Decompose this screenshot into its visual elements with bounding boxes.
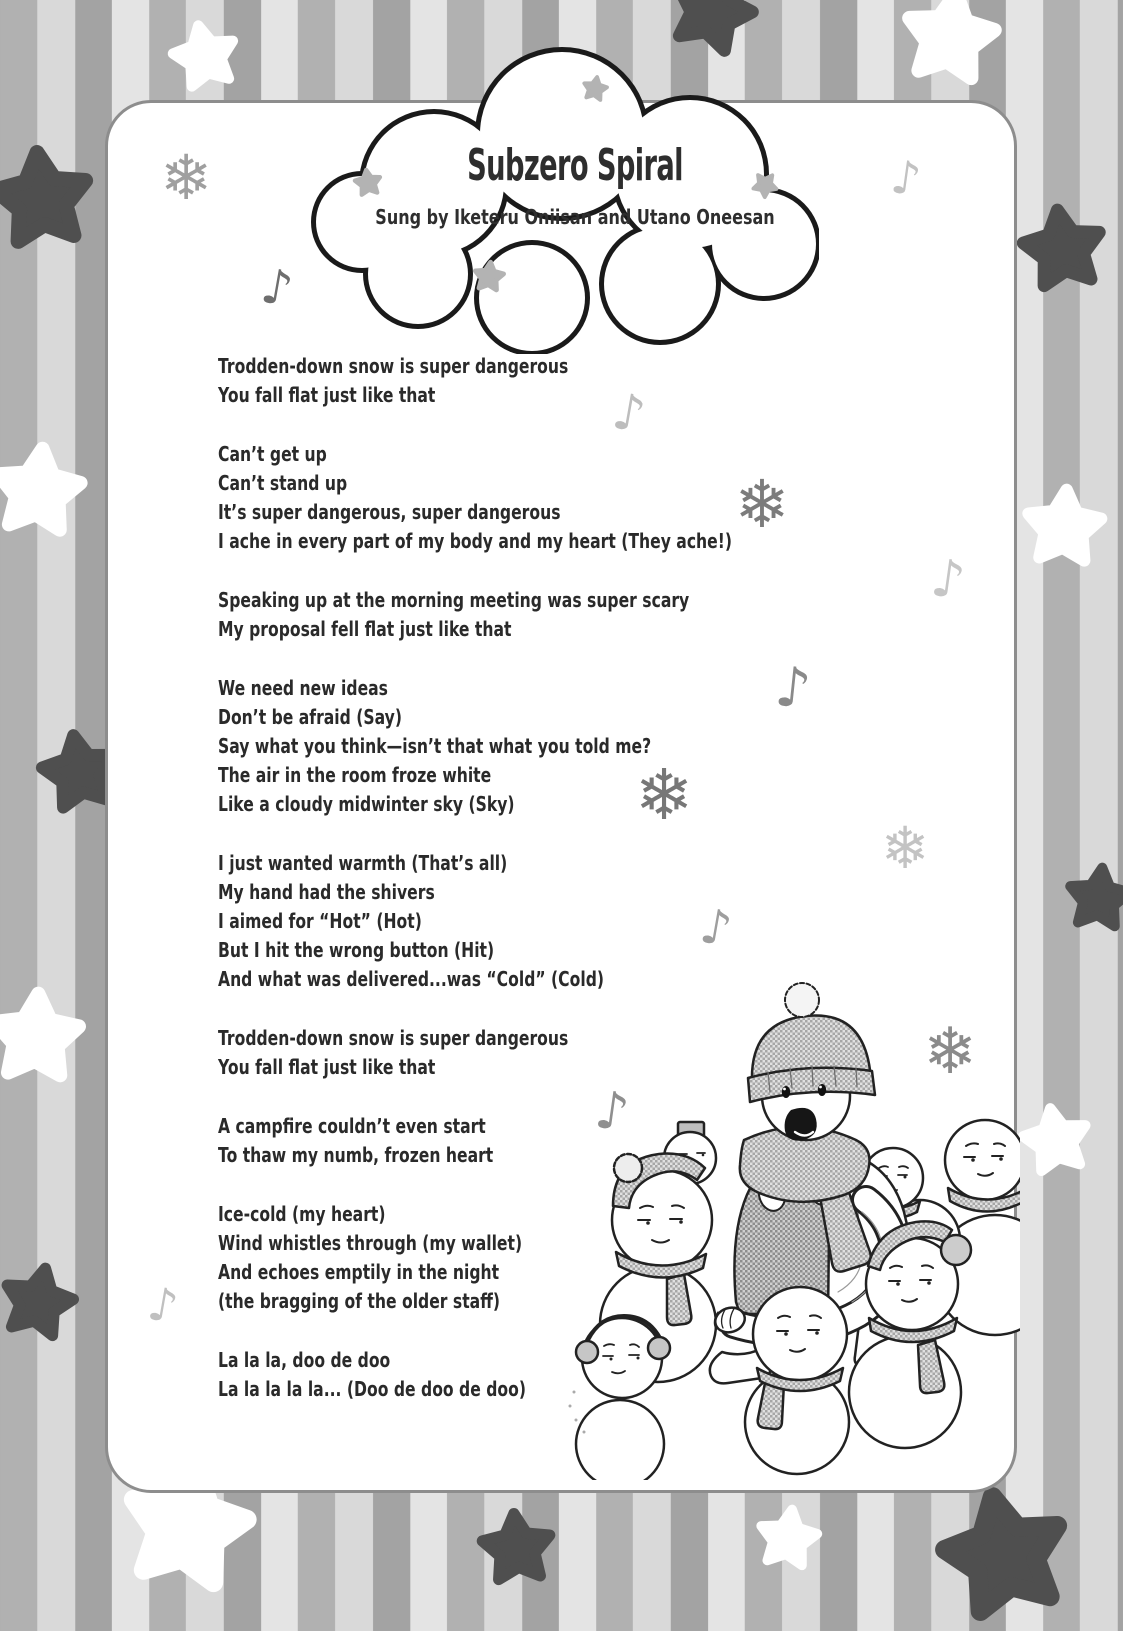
lyric-line: It’s super dangerous, super dangerous <box>218 500 561 524</box>
star-icon <box>0 438 92 546</box>
music-note-icon <box>887 149 925 207</box>
star-icon <box>471 259 508 296</box>
lyric-line: I just wanted warmth (That’s all) <box>218 851 508 875</box>
lyric-line: We need new ideas <box>218 676 388 700</box>
song-header <box>325 140 825 229</box>
lyric-line: La la la, doo de doo <box>218 1348 391 1372</box>
star-icon <box>1015 1100 1097 1182</box>
lyric-stanza <box>218 849 732 994</box>
lyric-line: Say what you think—isn’t that what you told me? <box>218 734 652 758</box>
lyric-line: To thaw my numb, frozen heart <box>218 1143 494 1167</box>
lyric-line: And what was delivered...was “Cold” (Cold) <box>218 967 604 991</box>
star-icon <box>1060 860 1123 938</box>
snowflake-icon: ❄ <box>923 1015 977 1089</box>
lyric-line: You fall flat just like that <box>218 1055 436 1079</box>
lyric-line: My proposal fell flat just like that <box>218 617 512 641</box>
snowflake-icon <box>880 814 930 882</box>
lyric-line: Can’t stand up <box>218 471 348 495</box>
lyric-line: La la la la la... (Doo de doo de doo) <box>218 1377 526 1401</box>
star-icon <box>0 983 91 1093</box>
music-note-icon: ♪ <box>772 653 814 722</box>
star-icon <box>894 0 1006 94</box>
lyric-stanza <box>218 1200 732 1316</box>
lyric-stanza <box>218 674 732 819</box>
music-note-icon <box>143 1275 183 1335</box>
star-icon <box>751 1502 825 1576</box>
snowflake-icon: ❄ <box>880 814 930 882</box>
lyric-line: Speaking up at the morning meeting was super scary <box>218 588 690 612</box>
lyric-line: Trodden-down snow is super dangerous <box>218 354 569 378</box>
lyric-line: But I hit the wrong button (Hit) <box>218 938 495 962</box>
lyric-stanza <box>218 1024 732 1082</box>
lyric-line: Can’t get up <box>218 442 327 466</box>
lyric-line: Wind whistles through (my wallet) <box>218 1231 523 1255</box>
lyric-line: A campfire couldn’t even start <box>218 1114 486 1138</box>
music-note-icon: ♪ <box>257 257 297 319</box>
lyric-stanza <box>218 352 732 410</box>
lyric-stanza <box>218 1346 732 1404</box>
lyric-line: Trodden-down snow is super dangerous <box>218 1026 569 1050</box>
song-title: Subzero Spiral <box>467 140 683 191</box>
lyric-line: Don’t be afraid (Say) <box>218 705 402 729</box>
star-icon <box>0 141 101 259</box>
music-note-icon <box>257 257 297 319</box>
snowflake-icon: ❄ <box>160 141 212 214</box>
music-note-icon: ♪ <box>608 381 650 445</box>
music-note-icon: ♪ <box>696 897 736 959</box>
lyric-line: I aimed for “Hot” (Hot) <box>218 909 422 933</box>
music-note-icon <box>772 653 814 722</box>
lyric-line: My hand had the shivers <box>218 880 435 904</box>
star-icon <box>473 1505 561 1593</box>
song-subtitle: Sung by Iketeru Oniisan and Utano Oneesan <box>375 205 775 229</box>
star-icon <box>0 1259 82 1347</box>
lyric-stanza <box>218 1112 732 1170</box>
star-icon <box>580 74 610 104</box>
music-note-icon: ♪ <box>143 1275 183 1335</box>
lyrics-text <box>218 352 732 1434</box>
lyric-line: Like a cloudy midwinter sky (Sky) <box>218 792 515 816</box>
lyric-line: Ice-cold (my heart) <box>218 1202 386 1226</box>
lyric-line: And echoes emptily in the night <box>218 1260 500 1284</box>
star-icon <box>930 1481 1080 1631</box>
music-note-icon: ♪ <box>591 1079 633 1145</box>
lyric-line: You fall flat just like that <box>218 383 436 407</box>
music-note-icon: ♪ <box>927 547 969 613</box>
star-icon <box>165 17 245 97</box>
lyric-stanza <box>218 440 732 556</box>
snowflake-icon: ❄ <box>634 754 694 836</box>
lyric-line: I ache in every part of my body and my heart (They ache!) <box>218 529 732 553</box>
snowman-center-bottom <box>745 1287 849 1474</box>
star-icon <box>1013 200 1113 300</box>
star-icon <box>1017 481 1112 576</box>
lyric-stanza <box>218 586 732 644</box>
lyric-line: (the bragging of the older staff) <box>218 1289 500 1313</box>
snowflake-icon <box>734 466 790 543</box>
snowflake-icon <box>160 141 212 214</box>
music-note-icon: ♪ <box>887 149 925 207</box>
snowflake-icon: ❄ <box>734 466 790 543</box>
music-note-icon <box>927 547 969 613</box>
lyric-line: The air in the room froze white <box>218 763 492 787</box>
